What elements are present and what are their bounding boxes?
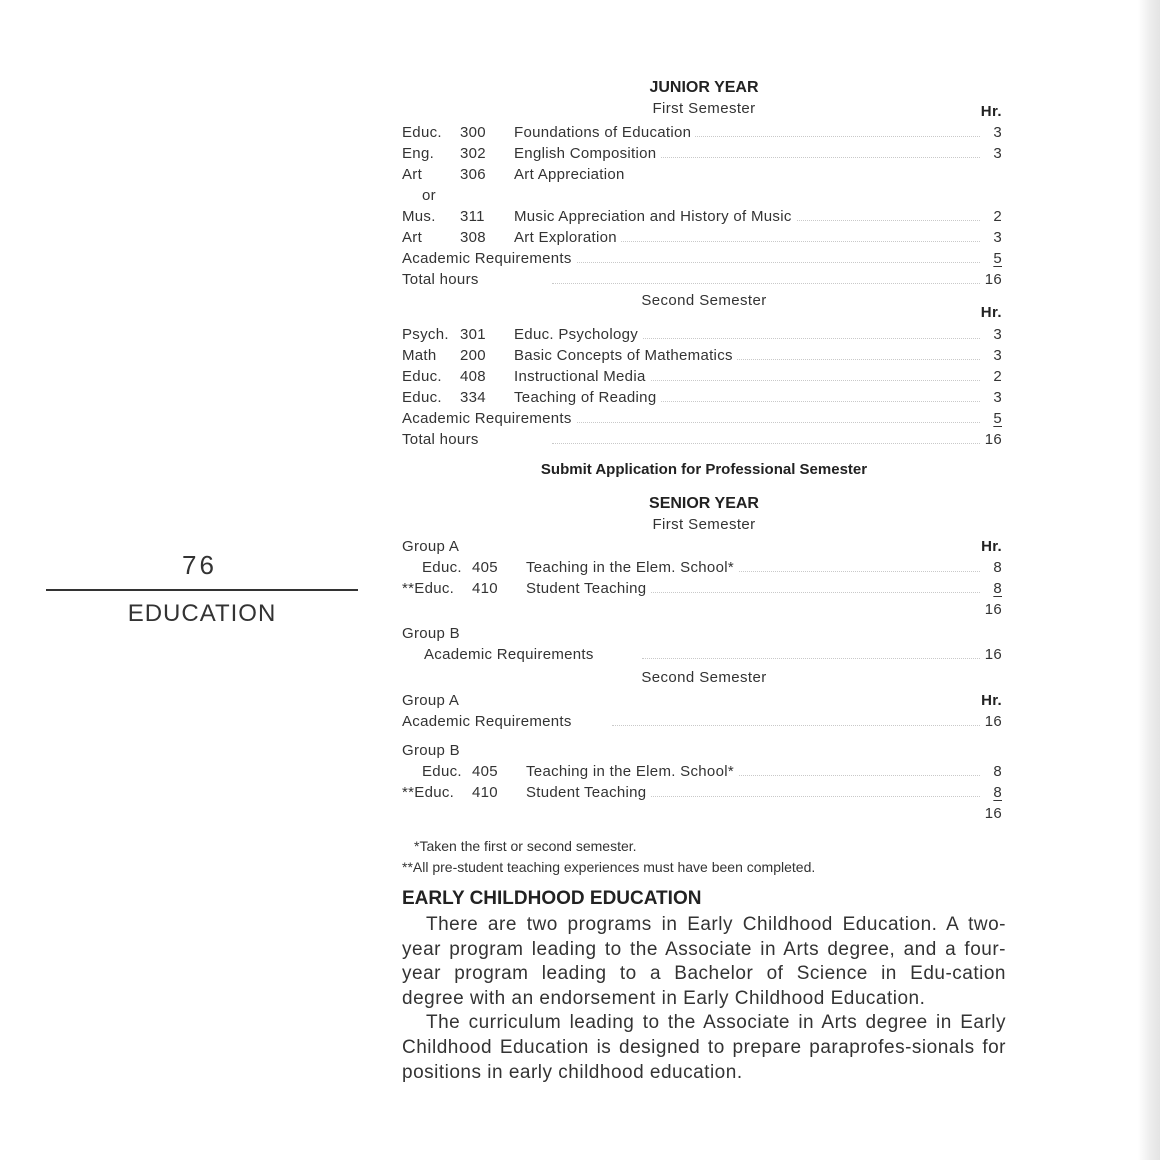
course-dept: Mus. (402, 208, 436, 225)
course-row (402, 122, 1006, 143)
requirement-label: Academic Requirements (402, 711, 576, 732)
course-dept: Math (402, 347, 437, 364)
course-hours: 3 (989, 345, 1002, 366)
junior-year-title: JUNIOR YEAR (649, 79, 759, 96)
requirement-row (402, 408, 1006, 429)
page-sidebar (46, 550, 358, 628)
hours-column-label: Hr. (980, 103, 1002, 120)
group-total-hours: 16 (981, 599, 1002, 620)
footnotes (402, 836, 1006, 878)
course-dept: Art (402, 229, 423, 246)
course-number: 408 (460, 368, 486, 385)
requirement-row (402, 644, 1006, 665)
course-dept: Educ. (422, 559, 462, 576)
course-number: 200 (460, 347, 486, 364)
group-label: Group B (402, 742, 460, 759)
course-hours: 3 (989, 324, 1002, 345)
course-number: 306 (460, 166, 486, 183)
course-title: Instructional Media (514, 366, 650, 387)
group-row (402, 623, 1006, 644)
requirement-hours: 5 (989, 408, 1002, 429)
course-number: 300 (460, 124, 486, 141)
requirement-hours: 5 (989, 248, 1002, 269)
section-name: EDUCATION (127, 600, 277, 627)
course-title: Foundations of Education (514, 122, 695, 143)
footnote-double-asterisk: **All pre-student teaching experiences must have been completed. (402, 859, 816, 875)
requirement-row (402, 711, 1006, 732)
course-row (402, 345, 1006, 366)
course-row (402, 782, 1006, 803)
course-dept: Educ. (402, 389, 442, 406)
course-title: Teaching of Reading (514, 387, 660, 408)
course-dept: **Educ. (402, 580, 455, 597)
requirement-hours: 16 (981, 644, 1002, 665)
course-row (402, 387, 1006, 408)
course-hours: 3 (989, 143, 1002, 164)
course-dept: Educ. (402, 368, 442, 385)
course-title: Art Appreciation (514, 164, 629, 185)
requirement-label: Academic Requirements (402, 408, 576, 429)
senior-year-title: SENIOR YEAR (649, 495, 759, 512)
semester-heading: First Semester (652, 516, 756, 533)
early-childhood-heading: EARLY CHILDHOOD EDUCATION (402, 888, 702, 909)
course-hours: 3 (989, 122, 1002, 143)
footnote-single-asterisk: *Taken the first or second semester. (414, 838, 637, 854)
course-row (402, 761, 1006, 782)
leader-dots (552, 283, 980, 284)
total-row (402, 269, 1006, 290)
hours-column-label: Hr. (977, 536, 1002, 557)
course-row (402, 324, 1006, 345)
requirement-hours: 16 (981, 711, 1002, 732)
leader-dots (612, 725, 980, 726)
total-hours: 16 (981, 429, 1002, 450)
course-row (402, 143, 1006, 164)
group-label: Group B (402, 625, 460, 642)
group-row (402, 536, 1006, 557)
course-title: Teaching in the Elem. School* (526, 761, 738, 782)
course-number: 410 (472, 580, 498, 597)
total-hours: 16 (981, 269, 1002, 290)
submit-application-note: Submit Application for Professional Semester (540, 461, 868, 478)
senior-first-semester-header (402, 514, 1006, 536)
course-number: 334 (460, 389, 486, 406)
group-row (402, 740, 1006, 761)
requirement-label: Academic Requirements (424, 644, 598, 665)
course-number: 405 (472, 559, 498, 576)
course-hours: 8 (989, 761, 1002, 782)
course-row (402, 578, 1006, 599)
course-dept: Psych. (402, 326, 449, 343)
curriculum-content (402, 78, 1006, 1085)
hours-column-label: Hr. (980, 304, 1002, 321)
total-label: Total hours (402, 269, 483, 290)
course-hours: 8 (989, 782, 1002, 803)
course-row (402, 557, 1006, 578)
senior-second-semester-header (402, 665, 1006, 690)
course-dept: Educ. (422, 763, 462, 780)
course-row (402, 206, 1006, 227)
total-row (402, 429, 1006, 450)
subtotal-row (402, 803, 1006, 824)
course-number: 301 (460, 326, 486, 343)
course-title: Basic Concepts of Mathematics (514, 345, 737, 366)
page-edge-shadow (1138, 0, 1160, 1160)
course-row (402, 164, 1006, 185)
requirement-label: Academic Requirements (402, 248, 576, 269)
leader-dots (552, 443, 980, 444)
course-title: English Composition (514, 143, 660, 164)
course-number: 410 (472, 784, 498, 801)
subtotal-row (402, 599, 1006, 620)
course-number: 405 (472, 763, 498, 780)
course-dept: Eng. (402, 145, 435, 162)
group-label: Group A (402, 692, 460, 709)
course-title: Student Teaching (526, 782, 650, 803)
course-dept: Educ. (402, 124, 442, 141)
early-childhood-paragraph-1: There are two programs in Early Childhood Education. A two-year program leading to the Associate in Arts degree, and a four-year program leading to a Bachelor of Science in Edu-cation degree with an endorsement in Early Childhood Education. (402, 914, 1006, 1009)
group-row (402, 690, 1006, 711)
leader-dots (552, 262, 980, 263)
sidebar-divider (46, 589, 358, 591)
junior-second-semester-header (402, 290, 1006, 324)
course-number: 311 (460, 208, 485, 225)
course-dept: **Educ. (402, 784, 455, 801)
course-hours: 2 (989, 206, 1002, 227)
early-childhood-paragraph-2: The curriculum leading to the Associate in Arts degree in Early Childhood Education is designed to prepare paraprofes-sionals for positions in early childhood education. (402, 1012, 1006, 1083)
group-total-hours: 16 (981, 803, 1002, 824)
course-hours: 3 (989, 387, 1002, 408)
course-title: Art Exploration (514, 227, 621, 248)
group-label: Group A (402, 538, 460, 555)
course-hours: 8 (989, 557, 1002, 578)
course-row (402, 366, 1006, 387)
or-text: or (422, 187, 436, 204)
course-dept: Art (402, 166, 423, 183)
course-title: Music Appreciation and History of Music (514, 206, 796, 227)
junior-first-semester-header (402, 98, 1006, 122)
semester-heading: Second Semester (641, 292, 767, 309)
course-title: Educ. Psychology (514, 324, 642, 345)
leader-dots (552, 422, 980, 423)
course-row (402, 227, 1006, 248)
semester-heading: Second Semester (641, 669, 767, 686)
hours-column-label: Hr. (977, 690, 1002, 711)
page-number: 76 (182, 550, 217, 580)
course-number: 308 (460, 229, 486, 246)
total-label: Total hours (402, 429, 483, 450)
alternative-row (402, 185, 1006, 206)
requirement-row (402, 248, 1006, 269)
course-title: Teaching in the Elem. School* (526, 557, 738, 578)
semester-heading: First Semester (652, 100, 756, 117)
course-hours: 2 (989, 366, 1002, 387)
course-hours: 3 (989, 227, 1002, 248)
course-hours: 8 (989, 578, 1002, 599)
leader-dots (642, 658, 980, 659)
course-title: Student Teaching (526, 578, 650, 599)
course-number: 302 (460, 145, 486, 162)
